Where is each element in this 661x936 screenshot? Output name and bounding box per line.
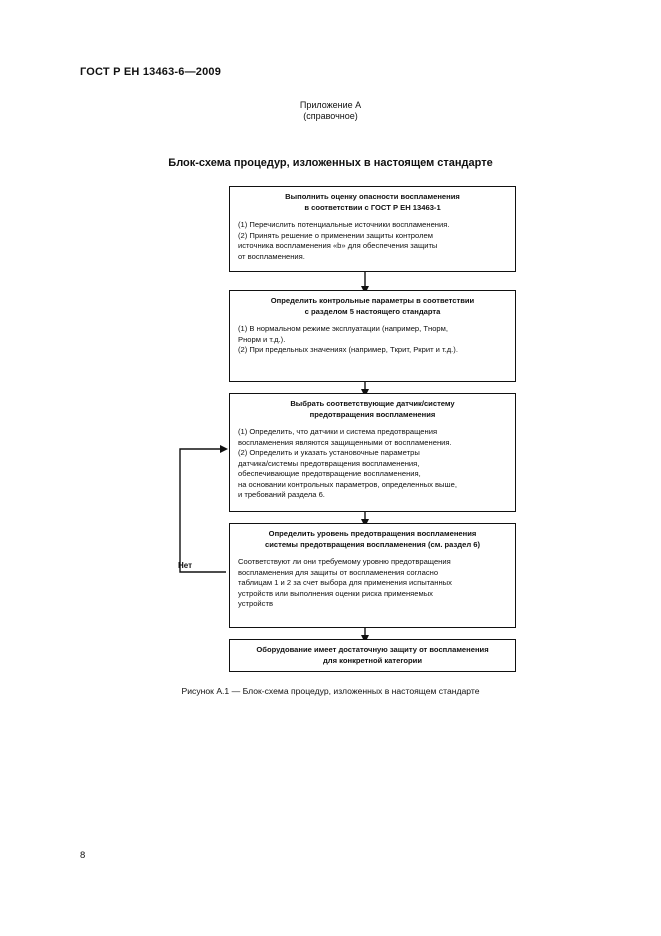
flow-box-title: Определить контрольные параметры в соответствии с разделом 5 настоящего стандарта <box>270 296 475 316</box>
flow-box-lines <box>238 324 507 356</box>
annex-subtitle: (справочное) <box>303 111 358 121</box>
flow-box-item: (2) При предельных значениях (например, Tкрит, Pкрит и т.д.). <box>238 345 458 354</box>
annex-title: Приложение А <box>299 100 362 110</box>
flow-box-hazard-assessment <box>229 186 516 272</box>
flow-box-lines <box>238 220 507 262</box>
flow-box-lines <box>238 557 507 610</box>
flow-box-item: (1) В нормальном режиме эксплуатации (например, Tнорм, Pнорм и т.д.). <box>238 324 448 344</box>
flow-box-item: (2) Принять решение о применении защиты контролем источника воспламенения «b» для обеспечения защиты от воспламенения. <box>238 230 438 261</box>
flow-box-title: Выбрать соответствующие датчик/систему предотвращения воспламенения <box>290 399 455 419</box>
no-feedback-loop <box>180 449 226 572</box>
flow-box-select-sensor <box>229 393 516 512</box>
flow-box-item: Соответствуют ли они требуемому уровню предотвращения воспламенения для защиты от воспламенения согласно таблицам 1 и 2 за счет выбора для применения испытанных устройств или выполнения оценки риска применяемых устройств <box>238 557 452 608</box>
no-branch-label: Нет <box>178 561 193 570</box>
flow-box-title: Определить уровень предотвращения воспламенения системы предотвращения воспламенения (см. раздел 6) <box>264 529 481 549</box>
flow-box-title: Оборудование имеет достаточную защиту от воспламенения для конкретной категории <box>256 645 489 665</box>
page-number: 8 <box>80 850 86 861</box>
flow-box-result <box>229 639 516 672</box>
flow-box-title: Выполнить оценку опасности воспламенения в соответствии с ГОСТ Р ЕН 13463-1 <box>285 192 460 212</box>
flow-box-control-parameters <box>229 290 516 382</box>
figure-caption: Рисунок А.1 — Блок-схема процедур, изложенных в настоящем стандарте <box>181 686 480 696</box>
flow-box-item: (2) Определить и указать установочные параметры датчика/системы предотвращения воспламенения, обеспечивающие предотвращение воспламенения, на основании контрольных параметров, определенных выше, и требований раздела 6. <box>238 448 457 499</box>
flow-box-lines <box>238 427 507 501</box>
flow-box-item: (1) Перечислить потенциальные источники воспламенения. <box>238 220 450 229</box>
flow-box-item: (1) Определить, что датчики и система предотвращения воспламенения являются защищенными от воспламенения. <box>238 427 452 447</box>
flow-box-prevention-level <box>229 523 516 628</box>
figure-title: Блок-схема процедур, изложенных в настоящем стандарте <box>168 157 493 169</box>
document-header: ГОСТ Р ЕН 13463-6—2009 <box>80 66 222 78</box>
